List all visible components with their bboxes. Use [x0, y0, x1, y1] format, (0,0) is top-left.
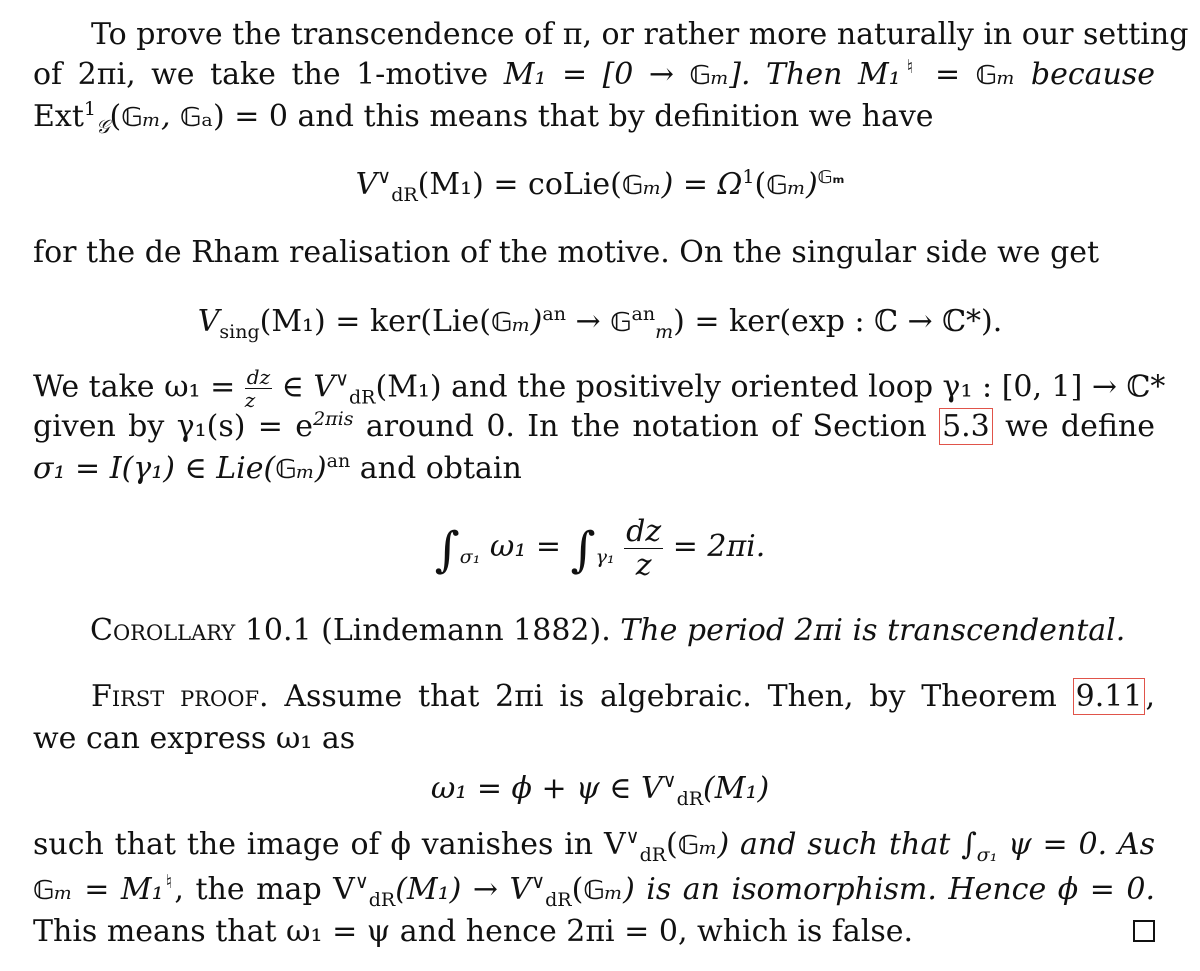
fraction-dz-over-z — [624, 515, 663, 582]
math: σ₁ — [459, 546, 481, 568]
math: (M₁) — [703, 771, 770, 806]
corollary — [90, 614, 1125, 648]
equation-de-rham — [0, 166, 1200, 206]
math: dR — [391, 184, 418, 206]
fraction-dz-over-z — [245, 366, 272, 411]
text: ₘ) and such that — [699, 827, 962, 862]
math: ₘ = M₁ — [54, 872, 164, 907]
math: → — [565, 304, 611, 339]
math: ( — [754, 167, 767, 202]
text: , the map V — [174, 872, 355, 907]
paragraph-3-line-1 — [33, 365, 1166, 412]
math: ₘ) — [787, 167, 818, 202]
paragraph-4-line-2 — [33, 871, 1155, 911]
text: given by γ₁(s) = e — [33, 409, 314, 444]
fraction-denominator: z — [635, 547, 652, 583]
text: such that the image of ϕ vanishes in V — [33, 827, 626, 862]
math: σ₁ = I(γ₁) ∈ Lie( — [33, 451, 276, 486]
math-symbol: 𝔾 — [766, 171, 788, 201]
text: (M₁) and the positively oriented loop γ₁ : [0, 1] → ℂ* — [375, 369, 1166, 405]
math: ( — [571, 872, 584, 907]
math: ₘ because — [996, 57, 1155, 92]
math: V — [197, 304, 220, 339]
math-symbol: 𝔾 — [689, 61, 711, 91]
integral-symbol: ∫ — [961, 827, 977, 862]
math-symbol: 𝔾 — [583, 876, 605, 906]
math-symbol: an — [631, 303, 656, 325]
fraction-denominator: z — [244, 388, 256, 412]
math: (M₁) = ker(Lie( — [259, 304, 491, 339]
integral-symbol: ∫ — [434, 522, 460, 578]
corollary-statement: The period 2πi is transcendental. — [620, 613, 1126, 648]
paragraph-3-line-3 — [33, 452, 522, 487]
math-symbol: ♮ — [900, 56, 920, 78]
math: ₘ) — [512, 304, 543, 339]
math-symbol: dR — [545, 889, 572, 911]
math: ₘ]. Then M₁ — [710, 57, 901, 92]
fraction-numerator: dz — [626, 513, 662, 549]
qed-box-icon — [1133, 920, 1155, 942]
math: (M₁) = coLie( — [417, 167, 622, 202]
math: = — [919, 57, 976, 92]
paragraph-2 — [33, 236, 1099, 270]
paragraph-4-line-1 — [33, 826, 1155, 866]
math-symbol: 1 — [742, 166, 755, 188]
math: M₁ = [0 → — [503, 57, 690, 92]
math-symbol: 𝔾 — [621, 171, 644, 201]
section-link[interactable]: 5.3 — [939, 408, 993, 445]
text: we can express ω₁ as — [33, 721, 356, 756]
equation-singular — [0, 303, 1200, 343]
math-symbol: 𝔾ₘ — [817, 167, 845, 188]
math-symbol: 𝔾 — [975, 61, 997, 91]
text: This means that ω₁ = ψ and hence 2πi = 0, which is false. — [33, 914, 914, 949]
math: V — [355, 167, 378, 202]
math-symbol: 𝔾 — [677, 831, 700, 861]
math: ) = ker(exp : ℂ → ℂ*). — [673, 304, 1003, 339]
math: γ₁ — [595, 546, 615, 568]
text: for the de Rham realisation of the motive. On the singular side we get — [33, 235, 1100, 270]
math: 2πis — [313, 408, 354, 430]
math-symbol: ∨ — [377, 166, 392, 188]
text: we define — [992, 409, 1155, 444]
math-symbol: dR — [349, 386, 376, 409]
equation-decomposition — [0, 770, 1200, 810]
math-symbol: dR — [368, 889, 396, 911]
proof-line-2 — [33, 722, 355, 756]
math: ∈ V — [272, 369, 336, 405]
theorem-link[interactable]: 9.11 — [1073, 678, 1146, 715]
math-symbol: m — [655, 321, 674, 343]
math: an — [326, 450, 351, 472]
math-symbol: ∨ — [354, 871, 369, 893]
paragraph-1-line-2 — [33, 58, 1155, 93]
math-symbol: ♮ — [163, 871, 175, 893]
math: an — [542, 303, 566, 325]
corollary-label: Corollary 10.1 — [90, 613, 312, 648]
text: Assume that 2πi is algebraic. Then, by Theorem — [268, 679, 1073, 714]
math-symbol: dR — [676, 788, 704, 810]
math: σ₁ — [976, 844, 998, 866]
math-symbol: 1 — [83, 98, 96, 120]
text: To prove the transcendence of π, or rather more naturally in our setting — [91, 17, 1189, 52]
math: ω₁ = — [489, 529, 562, 564]
math-symbol: 𝔾 — [490, 308, 513, 338]
math-symbol: ∨ — [531, 871, 546, 893]
math-symbol: 𝔾 — [33, 876, 55, 906]
text: of 2πi, we take the 1-motive — [33, 57, 504, 92]
text: around 0. In the notation of Section — [353, 409, 940, 444]
math-symbol: ∨ — [662, 770, 677, 792]
integral-symbol: ∫ — [570, 522, 596, 578]
math-symbol: ∨ — [335, 368, 350, 391]
proof-label: First proof. — [91, 679, 269, 714]
text: ψ = 0. As — [997, 827, 1155, 862]
text: ₘ) is an isomorphism. Hence ϕ = 0. — [604, 872, 1155, 907]
text: We take ω₁ = — [33, 369, 245, 405]
text: ₐ) = 0 and this means that by definition we have — [201, 99, 934, 134]
math-symbol: 𝔾 — [610, 308, 632, 338]
paragraph-3-line-2 — [33, 410, 1155, 444]
math: ω₁ = ϕ + ψ ∈ V — [430, 771, 663, 806]
math: = 2πi. — [672, 529, 766, 564]
text: and obtain — [350, 451, 522, 486]
math: sing — [219, 321, 260, 343]
math: ( — [666, 827, 678, 862]
proof-line-1 — [33, 680, 1155, 714]
math-symbol: dR — [639, 844, 667, 866]
math-symbol: 𝔾 — [121, 103, 143, 133]
paragraph-1-line-1 — [33, 17, 1189, 52]
text: Ext — [33, 99, 84, 134]
fraction-numerator: dz — [246, 365, 271, 389]
math-symbol: 𝔾 — [275, 455, 297, 485]
math: ₘ) = Ω — [643, 167, 743, 202]
equation-integral — [0, 512, 1200, 585]
math-symbol: 𝒢 — [95, 116, 110, 138]
math: ( — [109, 99, 122, 134]
math: (M₁) → V — [395, 872, 532, 907]
math: ₘ) — [296, 451, 327, 486]
text: , — [1145, 679, 1155, 714]
paragraph-1-line-3 — [33, 98, 934, 138]
math-symbol: ∨ — [625, 826, 640, 848]
corollary-attribution: (Lindemann 1882). — [311, 613, 621, 648]
math-symbol: 𝔾 — [180, 103, 202, 133]
math: ₘ, — [142, 99, 181, 134]
paragraph-4-line-3 — [33, 915, 913, 949]
